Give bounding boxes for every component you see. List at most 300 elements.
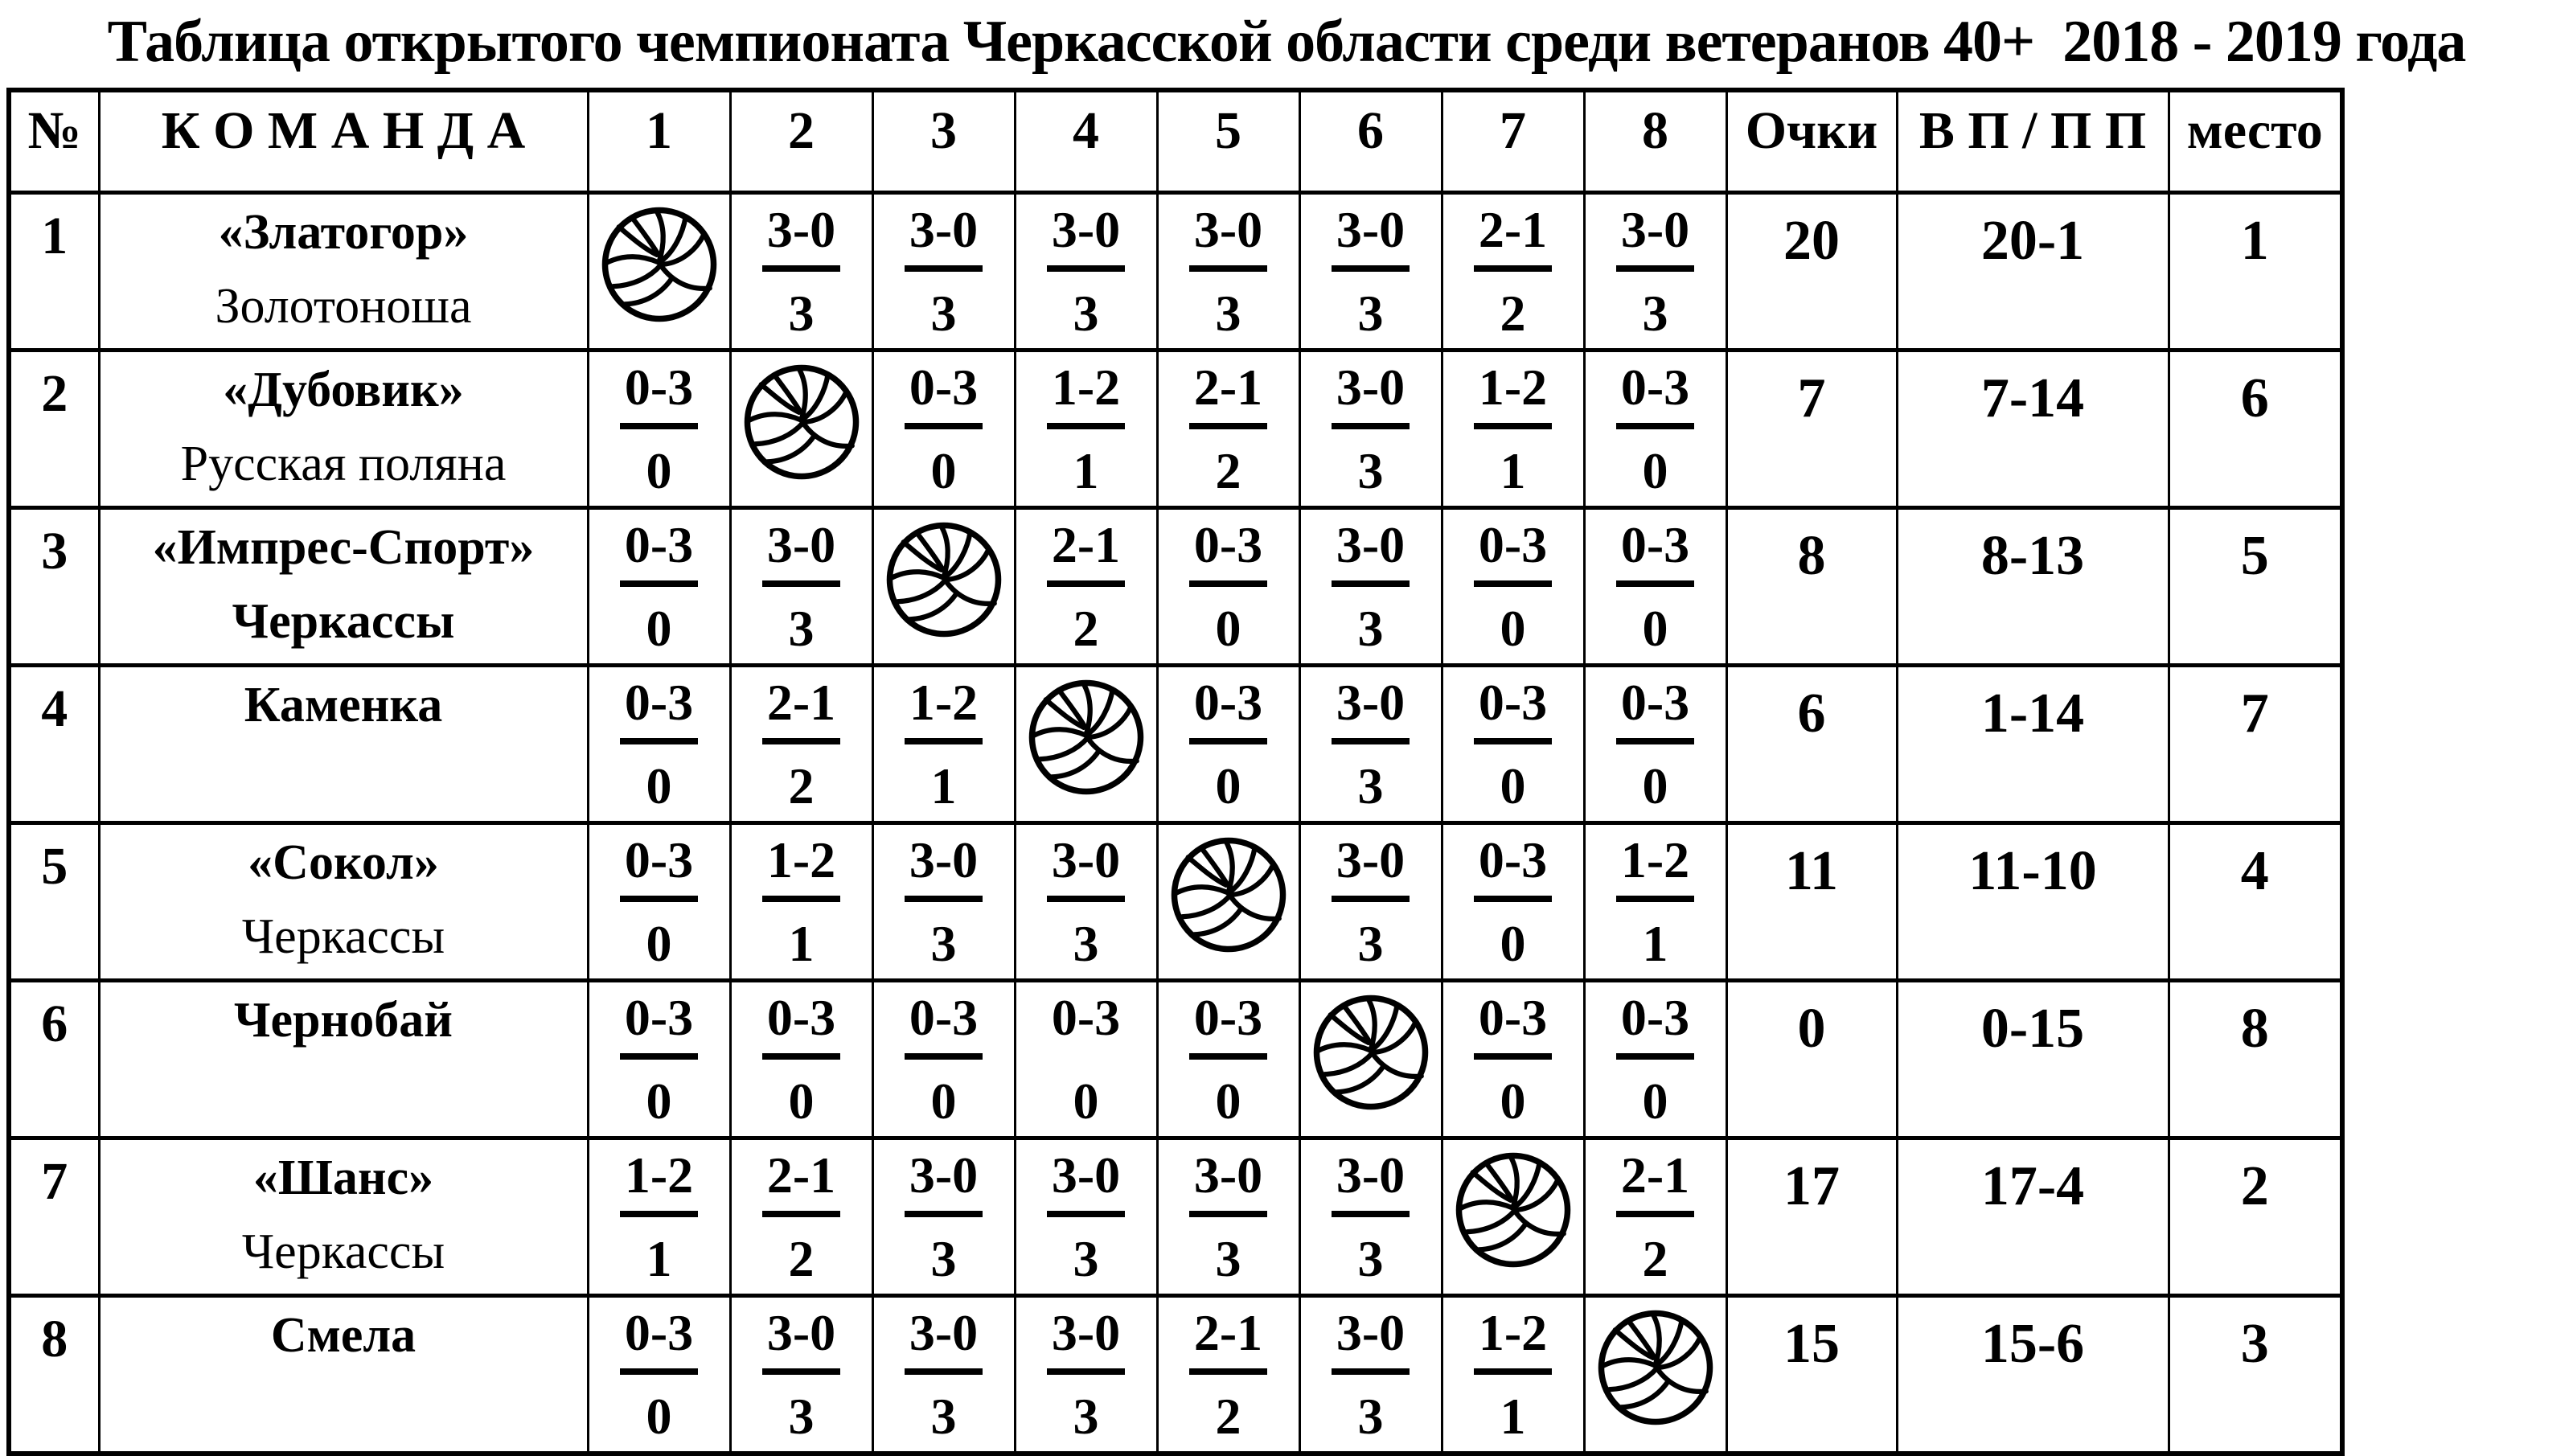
score-stack (732, 510, 872, 657)
score-stack (1016, 982, 1156, 1130)
team-name: «Златогор» (218, 205, 469, 260)
score-cell (1299, 1296, 1442, 1454)
score-stack (1443, 352, 1583, 497)
header-cell-opp-5: 5 (1157, 90, 1299, 193)
score-points: 3 (1357, 442, 1384, 499)
row-number-cell: 4 (9, 666, 99, 823)
volleyball-icon (1453, 1135, 1574, 1285)
score-sets: 1-2 (1474, 1307, 1552, 1375)
score-sets: 0-3 (1474, 992, 1552, 1060)
score-stack (1016, 825, 1156, 970)
points-cell: 17 (1726, 1138, 1897, 1296)
score-sets: 3-0 (762, 1307, 840, 1375)
score-points: 3 (930, 915, 957, 972)
points-cell: 7 (1726, 351, 1897, 508)
page (0, 8, 2573, 1456)
score-stack (589, 667, 729, 812)
score-sets: 0-3 (620, 519, 698, 587)
score-points: 3 (1073, 915, 1099, 972)
score-points: 0 (646, 600, 672, 657)
standings-table (6, 88, 2345, 1456)
score-sets: 3-0 (1047, 204, 1125, 272)
self-match-marker (1016, 667, 1156, 806)
score-cell (1015, 193, 1157, 351)
row-number-cell: 3 (9, 508, 99, 666)
score-cell (1299, 508, 1442, 666)
score-points: 1 (1500, 442, 1526, 499)
score-cell (872, 981, 1015, 1138)
score-sets: 1-2 (1474, 362, 1552, 429)
score-cell (1299, 823, 1442, 981)
score-cell (1015, 823, 1157, 981)
score-sets: 0-3 (620, 677, 698, 744)
score-cell (730, 823, 872, 981)
table-row (9, 823, 2342, 981)
score-stack (1159, 510, 1299, 657)
score-stack (589, 352, 729, 497)
score-sets: 1-2 (1047, 362, 1125, 429)
self-match-cell (1299, 981, 1442, 1138)
score-points: 1 (930, 757, 957, 814)
score-stack (1159, 982, 1299, 1130)
score-stack (589, 1298, 729, 1445)
self-match-marker (874, 510, 1014, 649)
place-cell: 3 (2169, 1296, 2342, 1454)
table-row (9, 666, 2342, 823)
volleyball-icon (884, 505, 1004, 654)
win-loss-cell: 15-6 (1897, 1296, 2169, 1454)
row-number-cell: 7 (9, 1138, 99, 1296)
points-cell: 15 (1726, 1296, 1897, 1454)
score-cell (588, 508, 730, 666)
self-match-cell (872, 508, 1015, 666)
score-sets: 1-2 (762, 835, 840, 902)
score-stack (874, 1140, 1014, 1285)
score-points: 2 (788, 757, 815, 814)
score-stack (874, 667, 1014, 812)
score-sets: 3-0 (1189, 204, 1267, 272)
score-points: 0 (1500, 915, 1526, 972)
score-stack (1586, 667, 1726, 812)
score-stack (1159, 667, 1299, 812)
score-stack (732, 1140, 872, 1285)
team-cell (99, 508, 588, 666)
score-points: 0 (788, 1073, 815, 1130)
place-cell: 1 (2169, 193, 2342, 351)
score-sets: 2-1 (762, 1150, 840, 1217)
score-stack (1443, 195, 1583, 342)
score-stack (1443, 982, 1583, 1130)
score-sets: 2-1 (762, 677, 840, 744)
score-sets: 3-0 (905, 1307, 983, 1375)
points-cell: 8 (1726, 508, 1897, 666)
score-cell (872, 1138, 1015, 1296)
score-stack (589, 510, 729, 657)
team-city: Черкассы (241, 1224, 445, 1279)
score-sets: 0-3 (620, 362, 698, 429)
score-points: 0 (1073, 1073, 1099, 1130)
score-points: 3 (1215, 1230, 1241, 1287)
place-cell: 5 (2169, 508, 2342, 666)
score-points: 3 (1357, 600, 1384, 657)
score-stack (1301, 195, 1441, 342)
score-sets: 0-3 (1616, 677, 1694, 744)
self-match-cell (1584, 1296, 1726, 1454)
score-cell (1442, 823, 1584, 981)
row-number-cell: 6 (9, 981, 99, 1138)
score-points: 2 (1500, 285, 1526, 342)
team-cell (99, 1296, 588, 1454)
team-name: «Сокол» (248, 835, 439, 890)
score-stack (1443, 510, 1583, 657)
score-stack (732, 195, 872, 342)
self-match-cell (1015, 666, 1157, 823)
score-stack (874, 982, 1014, 1130)
score-cell (730, 193, 872, 351)
row-number-cell: 8 (9, 1296, 99, 1454)
place-cell: 7 (2169, 666, 2342, 823)
score-cell (1299, 1138, 1442, 1296)
score-cell (1157, 1138, 1299, 1296)
score-stack (732, 667, 872, 812)
score-points: 3 (1357, 1388, 1384, 1445)
team-name: «Шанс» (252, 1150, 434, 1205)
self-match-cell (1442, 1138, 1584, 1296)
score-cell (730, 508, 872, 666)
score-stack (589, 1140, 729, 1285)
team-city: Черкассы (232, 594, 455, 649)
header-cell-number: № (9, 90, 99, 193)
volleyball-icon (1595, 1293, 1716, 1442)
team-city: Русская поляна (180, 437, 507, 491)
score-sets: 0-3 (905, 362, 983, 429)
score-sets: 3-0 (1332, 1150, 1410, 1217)
score-cell (1157, 981, 1299, 1138)
score-points: 3 (1073, 1388, 1099, 1445)
score-stack (1016, 510, 1156, 657)
score-cell (1015, 351, 1157, 508)
score-points: 0 (930, 442, 957, 499)
team-cell (99, 1138, 588, 1296)
self-match-marker (1443, 1140, 1583, 1279)
score-points: 0 (646, 1073, 672, 1130)
volleyball-icon (1311, 978, 1431, 1127)
table-row (9, 351, 2342, 508)
score-points: 0 (1215, 600, 1241, 657)
score-points: 2 (1215, 442, 1241, 499)
team-cell (99, 823, 588, 981)
score-points: 0 (1642, 1073, 1668, 1130)
score-cell (1584, 1138, 1726, 1296)
score-sets: 0-3 (620, 835, 698, 902)
score-sets: 0-3 (1474, 519, 1552, 587)
team-name: Каменка (244, 678, 443, 732)
score-cell (1015, 1138, 1157, 1296)
score-points: 3 (930, 1230, 957, 1287)
score-cell (1157, 351, 1299, 508)
score-sets: 0-3 (1189, 519, 1267, 587)
score-sets: 1-2 (905, 677, 983, 744)
score-cell (1584, 981, 1726, 1138)
score-points: 0 (646, 915, 672, 972)
score-sets: 2-1 (1474, 204, 1552, 272)
team-city: Золотоноша (215, 279, 472, 334)
header-cell-points: Очки (1726, 90, 1897, 193)
score-points: 2 (1073, 600, 1099, 657)
score-points: 0 (646, 442, 672, 499)
table-body (9, 193, 2342, 1454)
score-stack (1301, 352, 1441, 497)
header-cell-win-loss: В П / П П (1897, 90, 2169, 193)
score-stack (1586, 1140, 1726, 1285)
score-stack (1016, 1140, 1156, 1285)
score-sets: 3-0 (1047, 1150, 1125, 1217)
score-stack (874, 352, 1014, 497)
table-row (9, 193, 2342, 351)
self-match-cell (1157, 823, 1299, 981)
score-cell (872, 823, 1015, 981)
row-number-cell: 2 (9, 351, 99, 508)
score-points: 3 (1215, 285, 1241, 342)
header-row (9, 90, 2342, 193)
win-loss-cell: 8-13 (1897, 508, 2169, 666)
score-points: 0 (930, 1073, 957, 1130)
score-cell (1442, 351, 1584, 508)
score-stack (1443, 825, 1583, 970)
self-match-marker (732, 352, 872, 491)
self-match-marker (1301, 982, 1441, 1122)
win-loss-cell: 11-10 (1897, 823, 2169, 981)
score-cell (1157, 1296, 1299, 1454)
score-sets: 2-1 (1189, 362, 1267, 429)
score-points: 0 (1500, 1073, 1526, 1130)
score-stack (1301, 667, 1441, 812)
score-sets: 3-0 (1047, 1307, 1125, 1375)
score-sets: 0-3 (1051, 989, 1121, 1046)
score-stack (1301, 510, 1441, 657)
volleyball-icon (1026, 662, 1147, 812)
team-name: «Импрес-Спорт» (152, 520, 535, 575)
score-points: 3 (930, 1388, 957, 1445)
score-points: 3 (788, 285, 815, 342)
score-sets: 2-1 (1047, 519, 1125, 587)
score-cell (588, 351, 730, 508)
win-loss-cell: 0-15 (1897, 981, 2169, 1138)
team-name: «Дубовик» (223, 363, 464, 417)
score-cell (588, 1296, 730, 1454)
points-cell: 0 (1726, 981, 1897, 1138)
score-points: 3 (1357, 915, 1384, 972)
score-cell (1584, 351, 1726, 508)
score-stack (1159, 352, 1299, 497)
score-stack (1586, 195, 1726, 342)
score-stack (1301, 1140, 1441, 1285)
score-stack (1301, 1298, 1441, 1445)
header-cell-opp-4: 4 (1015, 90, 1157, 193)
score-sets: 3-0 (762, 204, 840, 272)
score-sets: 0-3 (620, 1307, 698, 1375)
volleyball-icon (599, 190, 720, 339)
self-match-marker (1159, 825, 1299, 964)
score-sets: 3-0 (1332, 677, 1410, 744)
score-stack (1586, 982, 1726, 1130)
score-stack (1159, 195, 1299, 342)
score-cell (1157, 666, 1299, 823)
score-cell (1015, 981, 1157, 1138)
score-points: 0 (1642, 757, 1668, 814)
score-cell (1015, 1296, 1157, 1454)
table-row (9, 1138, 2342, 1296)
score-cell (1442, 981, 1584, 1138)
score-points: 0 (1642, 442, 1668, 499)
score-stack (1586, 352, 1726, 497)
score-stack (1443, 667, 1583, 812)
score-points: 2 (1642, 1230, 1668, 1287)
score-cell (1299, 666, 1442, 823)
score-cell (1442, 193, 1584, 351)
score-cell (872, 351, 1015, 508)
win-loss-cell: 7-14 (1897, 351, 2169, 508)
score-sets: 0-3 (1474, 677, 1552, 744)
table-row (9, 981, 2342, 1138)
score-cell (1584, 508, 1726, 666)
place-cell: 6 (2169, 351, 2342, 508)
score-stack (589, 982, 729, 1130)
score-points: 3 (1357, 1230, 1384, 1287)
score-cell (1584, 666, 1726, 823)
score-sets: 3-0 (905, 835, 983, 902)
score-points: 3 (788, 600, 815, 657)
score-stack (732, 825, 872, 970)
score-cell (588, 666, 730, 823)
score-cell (1015, 508, 1157, 666)
score-cell (1442, 666, 1584, 823)
score-points: 1 (1073, 442, 1099, 499)
score-cell (1157, 508, 1299, 666)
team-name: Чернобай (234, 993, 453, 1048)
team-city: Черкассы (241, 909, 445, 964)
self-match-cell (730, 351, 872, 508)
header-cell-place: место (2169, 90, 2342, 193)
score-cell (588, 1138, 730, 1296)
place-cell: 4 (2169, 823, 2342, 981)
score-sets: 0-3 (762, 992, 840, 1060)
score-cell (730, 1296, 872, 1454)
score-stack (874, 825, 1014, 970)
points-cell: 6 (1726, 666, 1897, 823)
score-points: 0 (646, 757, 672, 814)
points-cell: 11 (1726, 823, 1897, 981)
team-cell (99, 351, 588, 508)
score-stack (1016, 195, 1156, 342)
score-sets: 3-0 (1332, 1307, 1410, 1375)
points-cell: 20 (1726, 193, 1897, 351)
score-points: 1 (788, 915, 815, 972)
score-sets: 3-0 (905, 204, 983, 272)
team-cell (99, 193, 588, 351)
header-cell-opp-2: 2 (730, 90, 872, 193)
score-cell (872, 1296, 1015, 1454)
score-cell (588, 981, 730, 1138)
header-cell-opp-3: 3 (872, 90, 1015, 193)
score-stack (1301, 825, 1441, 970)
score-sets: 3-0 (1332, 835, 1410, 902)
score-points: 1 (1500, 1388, 1526, 1445)
score-points: 2 (1215, 1388, 1241, 1445)
score-points: 3 (788, 1388, 815, 1445)
score-sets: 0-3 (1616, 362, 1694, 429)
score-stack (732, 982, 872, 1130)
score-sets: 2-1 (1189, 1307, 1267, 1375)
place-cell: 2 (2169, 1138, 2342, 1296)
score-cell (1584, 193, 1726, 351)
score-sets: 3-0 (1616, 204, 1694, 272)
team-name: Смела (270, 1308, 417, 1363)
score-stack (1586, 510, 1726, 657)
score-sets: 1-2 (1616, 835, 1694, 902)
volleyball-icon (741, 347, 862, 497)
score-cell (872, 193, 1015, 351)
row-number-cell: 1 (9, 193, 99, 351)
self-match-marker (589, 195, 729, 334)
table-row (9, 1296, 2342, 1454)
score-points: 3 (930, 285, 957, 342)
score-sets: 2-1 (1616, 1150, 1694, 1217)
self-match-marker (1586, 1298, 1726, 1437)
table-row (9, 508, 2342, 666)
score-sets: 3-0 (1332, 204, 1410, 272)
score-stack (1159, 1140, 1299, 1285)
win-loss-cell: 20-1 (1897, 193, 2169, 351)
score-points: 0 (1642, 600, 1668, 657)
page-title: Таблица открытого чемпионата Черкасской области среди ветеранов 40+ 2018 - 2019 года (107, 9, 2466, 75)
score-stack (589, 825, 729, 970)
score-cell (730, 1138, 872, 1296)
score-sets: 0-3 (1189, 992, 1267, 1060)
score-sets: 0-3 (1474, 835, 1552, 902)
score-sets: 0-3 (1189, 677, 1267, 744)
row-number-cell: 5 (9, 823, 99, 981)
header-cell-opp-8: 8 (1584, 90, 1726, 193)
win-loss-cell: 1-14 (1897, 666, 2169, 823)
header-cell-opp-7: 7 (1442, 90, 1584, 193)
score-cell (1157, 193, 1299, 351)
header-cell-opp-1: 1 (588, 90, 730, 193)
score-stack (1159, 1298, 1299, 1445)
score-stack (1586, 825, 1726, 970)
win-loss-cell: 17-4 (1897, 1138, 2169, 1296)
score-stack (1016, 1298, 1156, 1445)
score-sets: 3-0 (1047, 835, 1125, 902)
score-sets: 0-3 (1616, 992, 1694, 1060)
score-cell (1442, 1296, 1584, 1454)
team-cell (99, 981, 588, 1138)
score-points: 0 (1215, 757, 1241, 814)
score-sets: 3-0 (762, 519, 840, 587)
team-cell (99, 666, 588, 823)
score-stack (732, 1298, 872, 1445)
score-points: 1 (646, 1230, 672, 1287)
score-cell (872, 666, 1015, 823)
score-cell (1584, 823, 1726, 981)
score-points: 2 (788, 1230, 815, 1287)
score-cell (730, 981, 872, 1138)
score-points: 3 (1073, 1230, 1099, 1287)
score-points: 3 (1642, 285, 1668, 342)
score-cell (1299, 351, 1442, 508)
score-points: 3 (1357, 757, 1384, 814)
score-sets: 3-0 (1189, 1150, 1267, 1217)
